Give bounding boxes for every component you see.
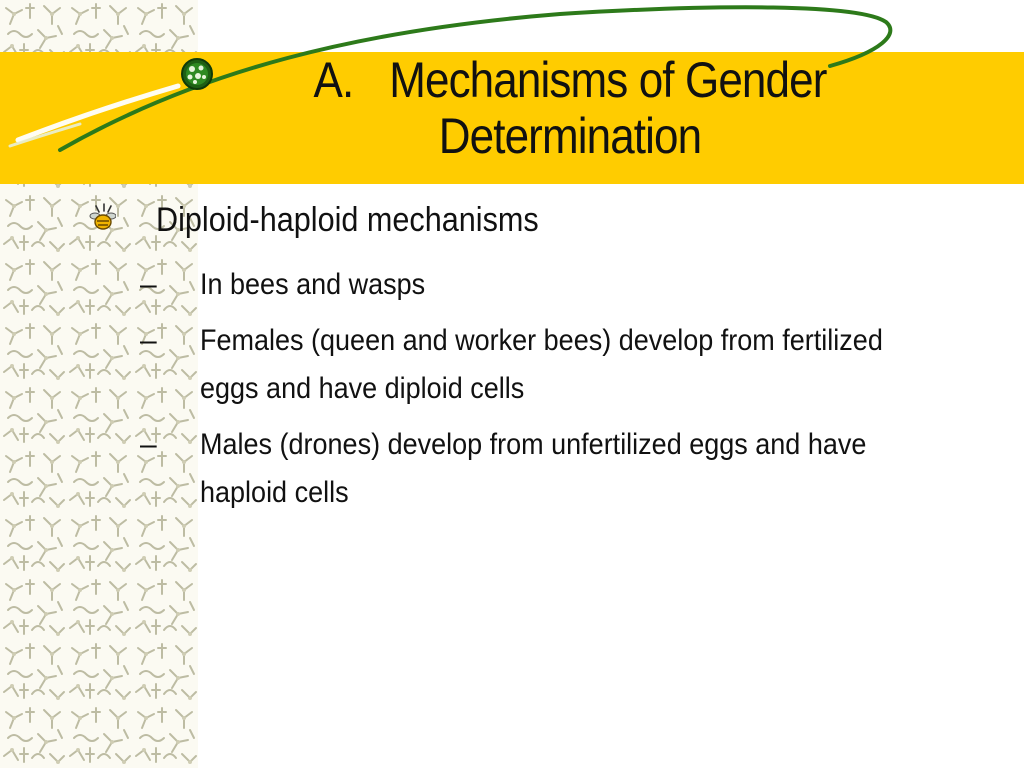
sub-item-text: Females (queen and worker bees) develop from fertilized eggs and have diploid cells <box>200 324 883 405</box>
sub-item-text: In bees and wasps <box>200 268 426 301</box>
bee-icon <box>88 202 116 232</box>
title-heading-text: Mechanisms of Gender <box>389 52 827 108</box>
sub-item-dash: – <box>140 268 157 301</box>
bullet-main-text: Diploid-haploid mechanisms <box>156 201 539 239</box>
title-letter: A. <box>313 52 354 108</box>
sub-item-dash: – <box>140 324 157 357</box>
sub-item-text: Males (drones) develop from unfertilized eggs and have haploid cells <box>200 428 867 509</box>
title-line-2: Determination <box>438 108 702 164</box>
sub-item-dash: – <box>140 428 157 461</box>
